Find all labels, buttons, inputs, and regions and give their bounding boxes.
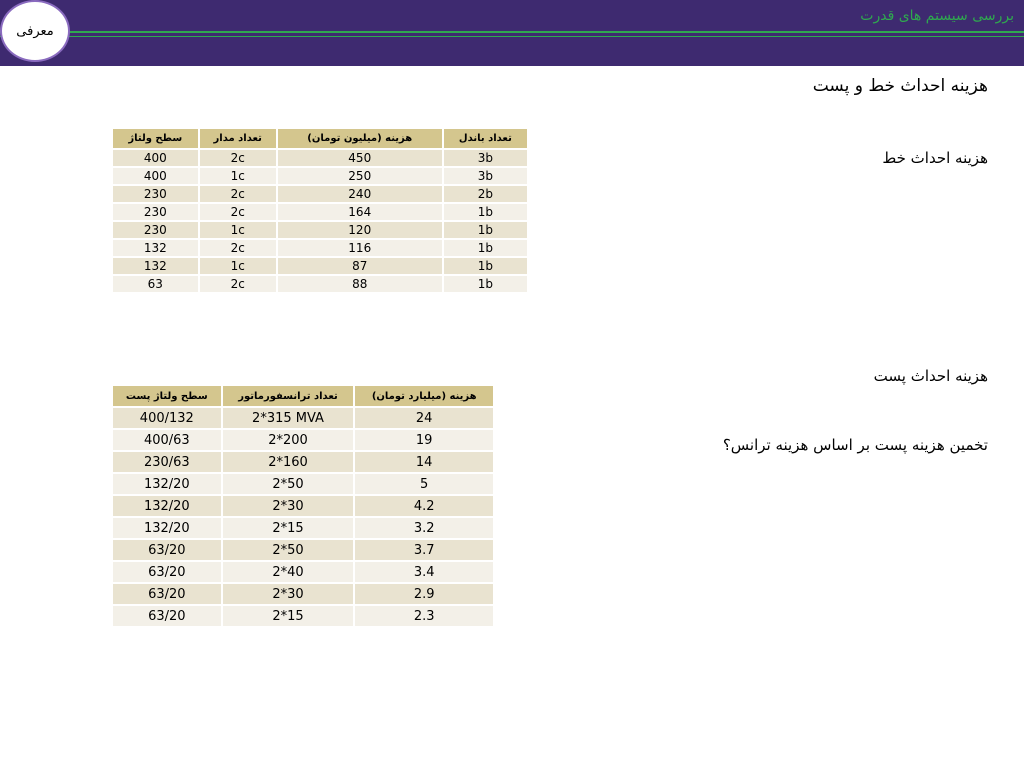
table-cell: 2c [199,239,277,257]
table-row [112,495,494,517]
table-cell: 2*30 [222,495,355,517]
table-row [112,203,528,221]
table-cell: 5 [354,473,494,495]
line-cost-label: هزینه احداث خط [882,149,988,167]
table-row [112,239,528,257]
table-cell: 3.2 [354,517,494,539]
table-cell: 2*200 [222,429,355,451]
table-cell: 1c [199,257,277,275]
table-cell: 2*160 [222,451,355,473]
table-cell: 400/63 [112,429,222,451]
table-cell: 2*315 MVA [222,407,355,429]
table-row [112,221,528,239]
table-header-row [112,128,528,149]
table-cell: 2b [443,185,528,203]
table-row [112,539,494,561]
column-header-cost: هزینه (میلیون تومان) [277,128,443,149]
table-header-row [112,385,494,407]
table-cell: 3.7 [354,539,494,561]
table-cell: 87 [277,257,443,275]
substation-cost-table [111,384,495,628]
table-cell: 2c [199,275,277,293]
table-cell: 2*40 [222,561,355,583]
table-cell: 1b [443,275,528,293]
table-cell: 2*50 [222,539,355,561]
table-cell: 4.2 [354,495,494,517]
table-cell: 1b [443,257,528,275]
header-divider-thin [0,36,1024,37]
header-title: بررسی سیستم های قدرت [860,8,1014,24]
estimate-question: تخمین هزینه پست بر اساس هزینه ترانس؟ [722,436,988,454]
table-cell: 132 [112,239,199,257]
table-cell: 240 [277,185,443,203]
column-header-circuits: تعداد مدار [199,128,277,149]
table-row [112,167,528,185]
table-cell: 63 [112,275,199,293]
table-row [112,473,494,495]
table-cell: 2*30 [222,583,355,605]
table-cell: 2.3 [354,605,494,627]
table-cell: 132/20 [112,495,222,517]
table-cell: 1c [199,221,277,239]
table-cell: 3b [443,167,528,185]
table-cell: 230/63 [112,451,222,473]
table-row [112,605,494,627]
table-cell: 14 [354,451,494,473]
table-cell: 3b [443,149,528,167]
table-cell: 250 [277,167,443,185]
table-cell: 132/20 [112,517,222,539]
table-cell: 63/20 [112,583,222,605]
table-cell: 19 [354,429,494,451]
column-header-substation-voltage: سطح ولتاژ پست [112,385,222,407]
table-row [112,517,494,539]
table-row [112,185,528,203]
table-cell: 2*50 [222,473,355,495]
page-heading: هزینه احداث خط و پست [812,76,988,96]
line-cost-table [111,127,529,294]
table-row [112,561,494,583]
table-row [112,257,528,275]
column-header-voltage: سطح ولتاژ [112,128,199,149]
table-cell: 164 [277,203,443,221]
table-cell: 1b [443,221,528,239]
table-cell: 3.4 [354,561,494,583]
table-cell: 230 [112,203,199,221]
table-cell: 2*15 [222,605,355,627]
table-cell: 1b [443,239,528,257]
table-row [112,429,494,451]
table-cell: 2c [199,149,277,167]
table-cell: 2*15 [222,517,355,539]
table-cell: 230 [112,221,199,239]
table-cell: 400 [112,167,199,185]
column-header-transformers: تعداد ترانسفورماتور [222,385,355,407]
table-cell: 1c [199,167,277,185]
header-bar [0,0,1024,66]
column-header-cost: هزینه (میلیارد تومان) [354,385,494,407]
table-cell: 132/20 [112,473,222,495]
table-cell: 2c [199,203,277,221]
table-row [112,149,528,167]
table-cell: 2c [199,185,277,203]
section-badge: معرفی [0,0,70,62]
table-cell: 450 [277,149,443,167]
table-row [112,451,494,473]
table-row [112,583,494,605]
table-cell: 63/20 [112,539,222,561]
substation-cost-label: هزینه احداث پست [873,367,988,385]
table-cell: 24 [354,407,494,429]
table-row [112,407,494,429]
table-cell: 63/20 [112,605,222,627]
table-cell: 230 [112,185,199,203]
table-cell: 132 [112,257,199,275]
table-row [112,275,528,293]
column-header-bundles: تعداد باندل [443,128,528,149]
table-cell: 116 [277,239,443,257]
table-cell: 400 [112,149,199,167]
table-cell: 400/132 [112,407,222,429]
table-cell: 88 [277,275,443,293]
table-cell: 120 [277,221,443,239]
table-cell: 63/20 [112,561,222,583]
table-cell: 1b [443,203,528,221]
header-divider [0,31,1024,33]
table-cell: 2.9 [354,583,494,605]
